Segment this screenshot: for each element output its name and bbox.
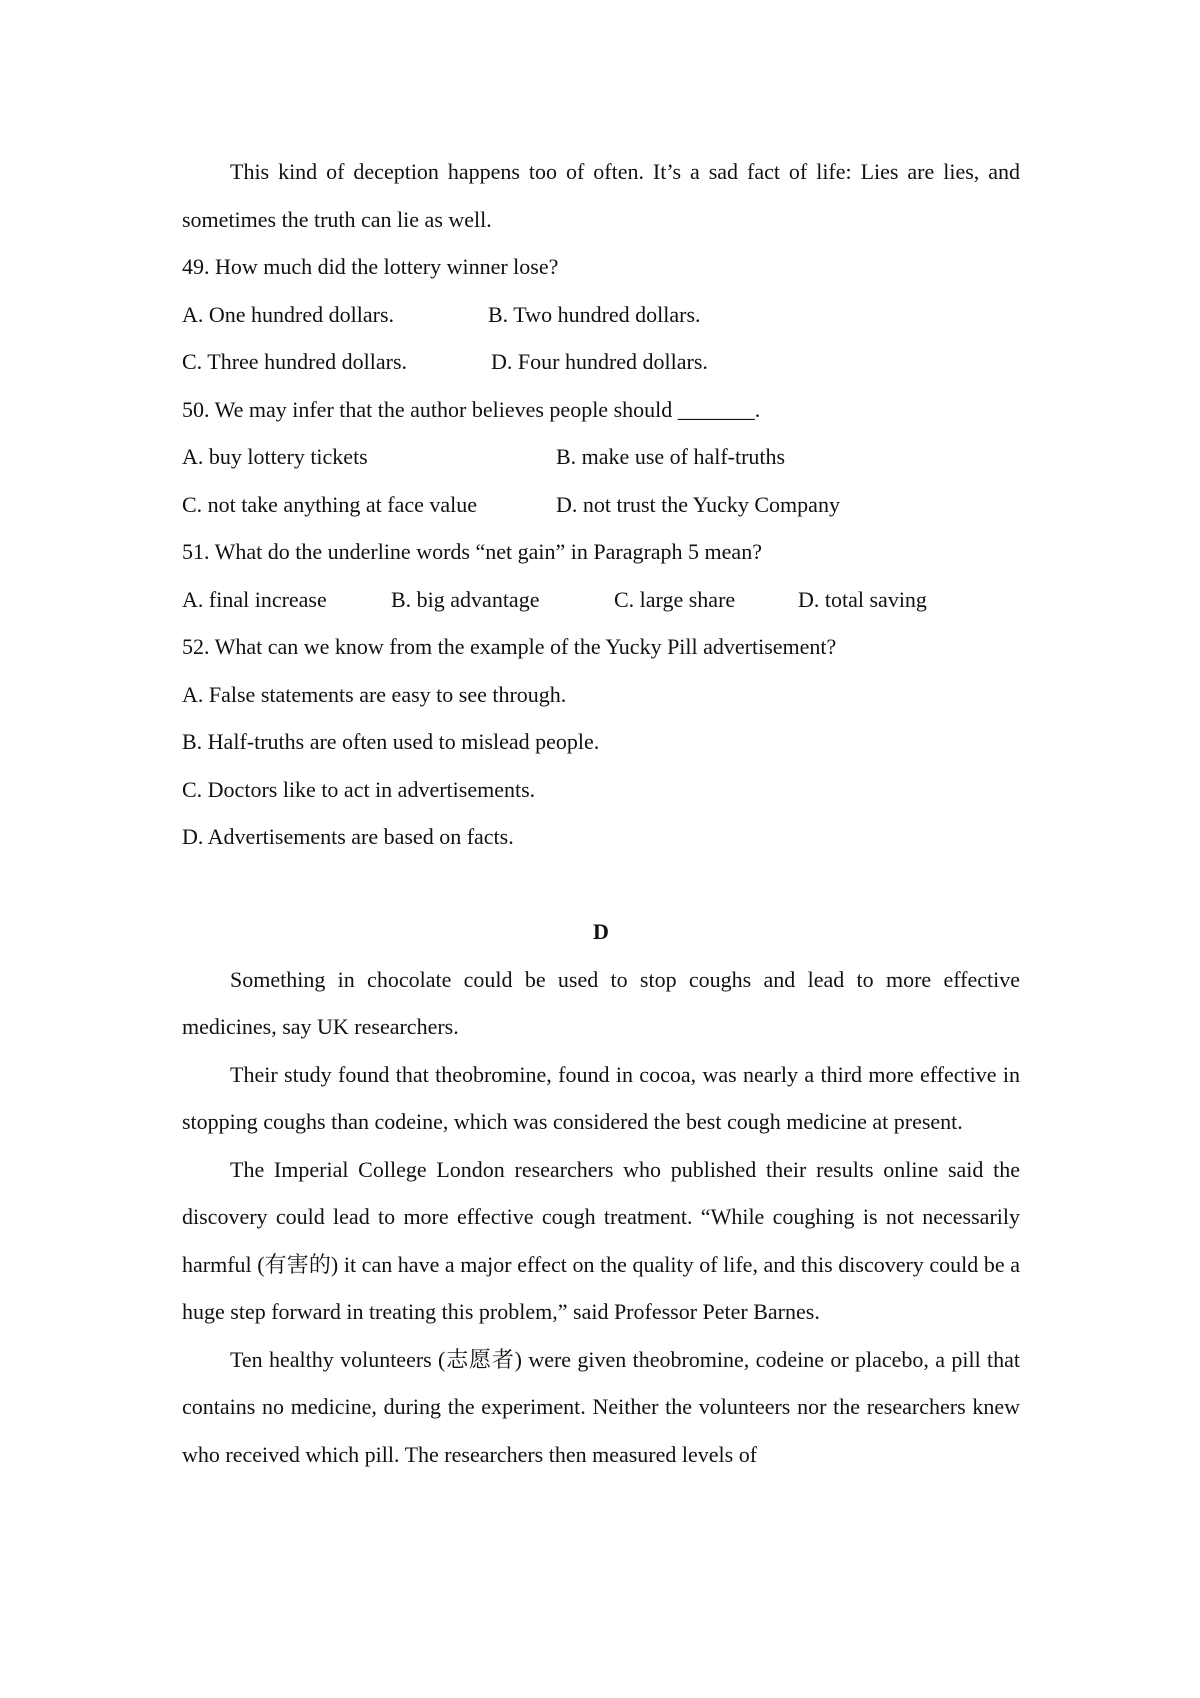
question-49-option-b: B. Two hundred dollars. bbox=[488, 301, 701, 327]
document-page bbox=[182, 148, 1020, 1478]
question-49-options-row-1 bbox=[182, 291, 1020, 339]
question-51-options-row bbox=[182, 576, 1020, 624]
question-52-option-b: B. Half-truths are often used to mislead people. bbox=[182, 729, 600, 754]
question-50-option-c: C. not take anything at face value bbox=[182, 491, 478, 517]
question-50-options-row-1 bbox=[182, 433, 1020, 481]
question-49-stem: 49. How much did the lottery winner lose? bbox=[182, 254, 559, 279]
question-51-option-a: A. final increase bbox=[182, 586, 327, 612]
section-d-paragraph-1: Something in chocolate could be used to stop coughs and lead to more effective medicines, say UK researchers. bbox=[182, 966, 1020, 1039]
question-52-option-c: C. Doctors like to act in advertisements. bbox=[182, 776, 536, 802]
question-51-option-c: C. large share bbox=[614, 586, 736, 612]
question-49-option-a: A. One hundred dollars. bbox=[182, 301, 395, 327]
question-52-option-d: D. Advertisements are based on facts. bbox=[182, 824, 514, 849]
section-d-heading: D bbox=[593, 919, 609, 944]
question-50-option-d: D. not trust the Yucky Company bbox=[556, 491, 840, 517]
question-51-option-b: B. big advantage bbox=[391, 586, 540, 612]
question-52-option-a: A. False statements are easy to see through. bbox=[182, 681, 567, 707]
question-50-stem: 50. We may infer that the author believes people should _______. bbox=[182, 396, 761, 422]
section-d-paragraph-4: Ten healthy volunteers (志愿者) were given theobromine, codeine or placebo, a pill that contains no medicine, during the experiment. Neither the volunteers nor the researchers knew who received which pill. The researchers then measured levels of bbox=[182, 1346, 1020, 1467]
question-50-option-b: B. make use of half-truths bbox=[556, 444, 786, 469]
question-51-stem: 51. What do the underline words “net gain” in Paragraph 5 mean? bbox=[182, 539, 762, 564]
section-d-paragraph-2: Their study found that theobromine, found in cocoa, was nearly a third more effective in stopping coughs than codeine, which was considered the best cough medicine at present. bbox=[182, 1061, 1020, 1134]
question-49-option-d: D. Four hundred dollars. bbox=[491, 349, 708, 374]
question-49-options-row-2 bbox=[182, 338, 1020, 386]
section-spacer bbox=[182, 861, 1020, 909]
question-50-options-row-2 bbox=[182, 481, 1020, 529]
section-d-paragraph-3: The Imperial College London researchers who published their results online said the discovery could lead to more effective cough treatment. “While coughing is not necessarily harmful (有害的) it can have a major effect on the quality of life, and this discovery could be a huge step forward in treating this problem,” said Professor Peter Barnes. bbox=[182, 1156, 1020, 1324]
intro-paragraph: This kind of deception happens too of often. It’s a sad fact of life: Lies are lies, and sometimes the truth can lie as well. bbox=[182, 159, 1020, 232]
question-49-option-c: C. Three hundred dollars. bbox=[182, 349, 408, 374]
question-50-option-a: A. buy lottery tickets bbox=[182, 444, 368, 469]
question-51-option-d: D. total saving bbox=[798, 586, 927, 612]
question-52-stem: 52. What can we know from the example of the Yucky Pill advertisement? bbox=[182, 634, 837, 659]
